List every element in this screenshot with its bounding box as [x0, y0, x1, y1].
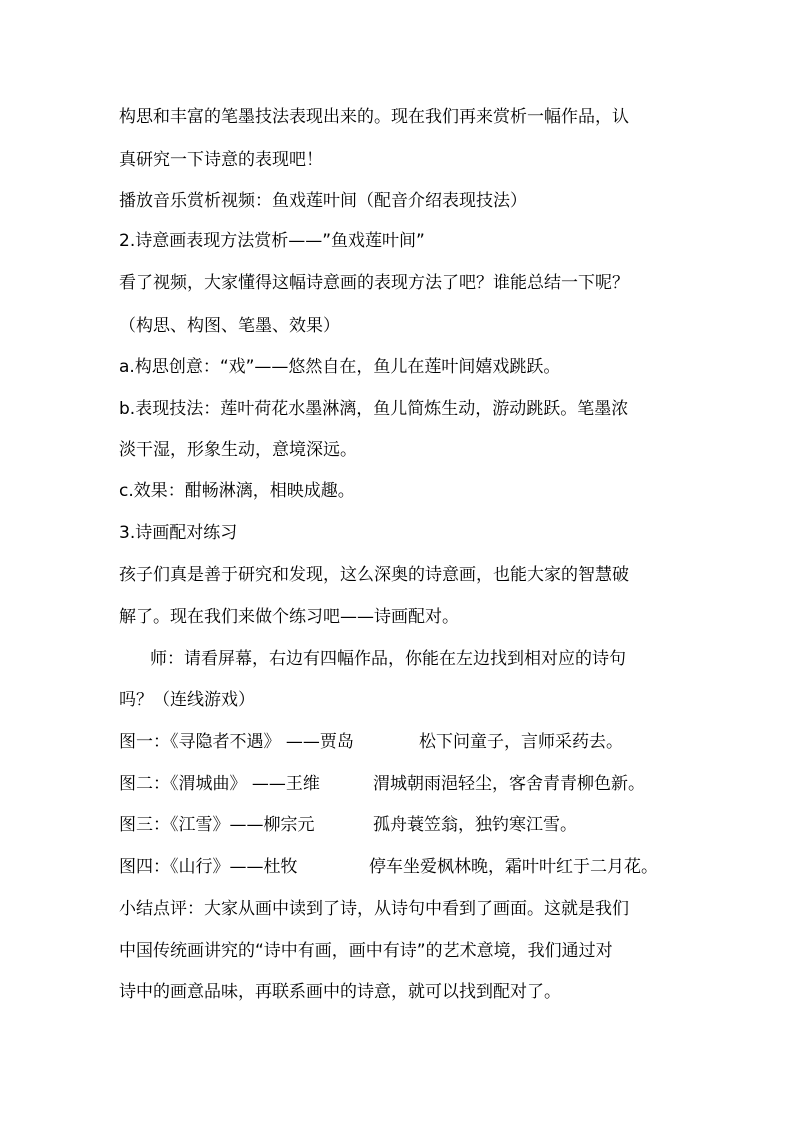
- poem-label: 图三：《江雪》——柳宗元: [119, 815, 315, 835]
- poem-label: 图二：《渭城曲》 ——王维: [119, 774, 320, 794]
- summary-line: 诗中的画意品味，再联系画中的诗意，就可以找到配对了。: [119, 982, 561, 1002]
- summary-line: 小结点评：大家从画中读到了诗，从诗句中看到了画面。这就是我们: [119, 899, 629, 919]
- poem-verse: 停车坐爱枫林晚，霜叶叶红于二月花。: [369, 857, 658, 877]
- paragraph-line: 孩子们真是善于研究和发现，这么深奥的诗意画，也能大家的智慧破: [119, 565, 629, 585]
- section-heading: 3.诗画配对练习: [119, 523, 238, 543]
- poem-pair-row: [119, 814, 679, 836]
- poem-label: 图一：《寻隐者不遇》 ——贾岛: [119, 732, 354, 752]
- poem-pair-row: [119, 856, 679, 878]
- paragraph-line: （构思、构图、笔墨、效果）: [119, 316, 340, 336]
- paragraph-line: 看了视频，大家懂得这幅诗意画的表现方法了吧？谁能总结一下呢？: [119, 273, 629, 293]
- poem-label: 图四：《山行》——杜牧: [119, 857, 298, 877]
- paragraph-line: 吗？（连线游戏）: [119, 690, 255, 710]
- paragraph-line: 构思和丰富的笔墨技法表现出来的。现在我们再来赏析一幅作品，认: [119, 107, 629, 127]
- poem-verse: 渭城朝雨浥轻尘，客舍青青柳色新。: [373, 774, 645, 794]
- summary-line: 中国传统画讲究的“诗中有画，画中有诗”的艺术意境，我们通过对: [119, 941, 613, 961]
- paragraph-line: 师：请看屏幕，右边有四幅作品，你能在左边找到相对应的诗句: [150, 649, 626, 669]
- list-item: b.表现技法：莲叶荷花水墨淋漓，鱼儿简炼生动，游动跳跃。笔墨浓: [119, 399, 629, 419]
- poem-pair-row: [119, 773, 679, 795]
- list-item: c.效果：酣畅淋漓，相映成趣。: [119, 481, 355, 501]
- poem-verse: 孤舟蓑笠翁，独钓寒江雪。: [373, 815, 577, 835]
- paragraph-line: 播放音乐赏析视频：鱼戏莲叶间（配音介绍表现技法）: [119, 191, 527, 211]
- list-item: a.构思创意：“戏”——悠然自在，鱼儿在莲叶间嬉戏跳跃。: [119, 357, 561, 377]
- section-heading: 2.诗意画表现方法赏析——”鱼戏莲叶间”: [119, 231, 425, 251]
- paragraph-line: 淡干湿，形象生动，意境深远。: [119, 440, 357, 460]
- poem-verse: 松下问童子，言师采药去。: [419, 732, 623, 752]
- paragraph-line: 解了。现在我们来做个练习吧——诗画配对。: [119, 607, 459, 627]
- poem-pair-row: [119, 731, 679, 753]
- paragraph-line: 真研究一下诗意的表现吧！: [119, 150, 323, 170]
